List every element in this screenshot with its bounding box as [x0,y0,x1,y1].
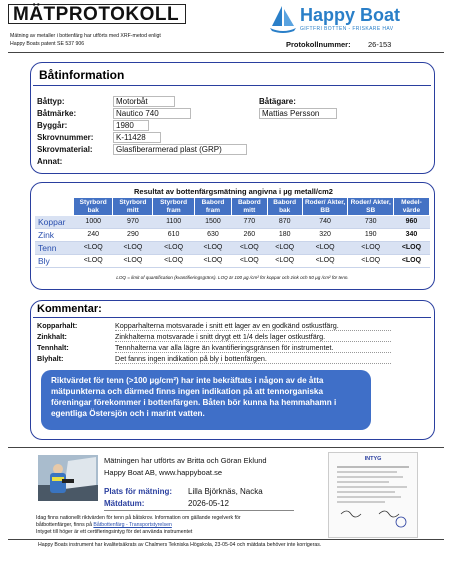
table-row [35,216,430,229]
column-header: Styrbord mitt [113,198,153,216]
table-row [35,241,430,254]
method-line: Mätning av metaller i bottenfärg har utförts med XRF-metod enligt [10,33,161,39]
tin-assessment-box: Riktvärdet för tenn (>100 µg/cm²) har inte bekräftats i någon av de åtta mätpunkterna och därmed finns ingen indikation på att tennorganiska föreningar förekommer i bottenfärgen. Båten bör kunna ha hemmahamn i egentliga Östersjön och i marint vatten. [41,370,371,430]
table-cell: 870 [267,216,302,229]
regulation-note-1: Idag finns nationellt riktvärden för tenn på båtskrov. Information om gällande regelverk för [36,515,241,521]
zinc-comment: Zinkhalterna motsvarade i snitt drygt ett 1/4 dels lager ostkustfärg. [115,332,391,342]
other-label: Annat: [37,157,63,166]
table-cell: 610 [153,228,195,241]
loq-footnote: LOQ = limit of quantification (kvantifieringsgräns). LOQ är 100 µg /cm² för koppar och zink och 50 µg /cm² för tenn. [116,275,349,280]
table-cell: <LOQ [194,241,231,254]
table-cell: 770 [232,216,268,229]
table-cell: 740 [302,216,348,229]
results-header-row [35,198,430,216]
table-cell: 1500 [194,216,231,229]
copper-label: Kopparhalt: [37,321,78,330]
protocol-number-value: 26-153 [368,40,392,49]
certificate-image [328,452,418,538]
measurement-photo [38,455,98,501]
table-cell: 1000 [74,216,113,229]
table-cell: <LOQ [302,254,348,267]
happy-boat-logo [266,2,446,38]
table-cell: 240 [74,228,113,241]
table-cell: <LOQ [267,241,302,254]
hull-material-label: Skrovmaterial: [37,145,93,154]
mean-cell: 960 [393,216,429,229]
certificate-note: Intyget till höger är ett certifieringsintyg för det använda instrumentet [36,529,193,535]
hull-number-value: K-11428 [113,132,161,143]
column-header: Styrbord bak [74,198,113,216]
column-header: Babord bak [267,198,302,216]
place-label: Plats för mätning: [104,487,173,496]
performed-by: Mätningen har utförts av Britta och Göran Eklund [104,456,267,465]
mean-cell: <LOQ [393,254,429,267]
date-value: 2026-05-12 [188,499,229,508]
row-label: Zink [35,228,74,241]
tin-label: Tennhalt: [37,343,69,352]
logo-text: Happy Boat [300,5,401,25]
table-cell: 290 [113,228,153,241]
row-label: Koppar [35,216,74,229]
tin-comment: Tennhalterna var alla lägre än kvantifieringsgränsen för instrumentet. [115,343,391,353]
boat-owner-value: Mattias Persson [259,108,337,119]
certificate-content-graphic [329,462,417,532]
patent-line: Happy Boats patent SE 537 906 [10,41,85,47]
table-cell: 630 [194,228,231,241]
hull-number-label: Skrovnummer: [37,133,94,142]
table-cell: 260 [232,228,268,241]
boat-info-section [30,62,435,174]
table-cell: <LOQ [153,254,195,267]
regulation-note-2-text: båtbottenfärger, finns på [36,522,94,528]
column-header: Roder/ Akter, SB [348,198,393,216]
row-label: Bly [35,254,74,267]
logo-tagline: GIFTFRI BOTTEN - FRISKARE HAV [300,26,394,32]
calibration-note: Happy Boats instrument har kvalitetsäkrats av Chalmers Tekniska Högskola, 23-05-04 och mätdata behöver inte korrigeras. [38,542,322,548]
table-cell: <LOQ [194,254,231,267]
table-cell: <LOQ [267,254,302,267]
person-measuring-image [38,455,98,501]
table-cell: <LOQ [232,254,268,267]
company-name: Happy Boat AB, www.happyboat.se [104,468,222,477]
column-header: Babord fram [194,198,231,216]
table-cell: 190 [348,228,393,241]
mean-cell: 340 [393,228,429,241]
hull-material-value: Glasfiberarmerad plast (GRP) [113,144,247,155]
bottom-divider [8,539,444,540]
regulation-note-2 [36,522,316,529]
boat-brand-label: Båtmärke: [37,109,77,118]
table-cell: <LOQ [302,241,348,254]
table-cell: <LOQ [113,254,153,267]
boat-info-heading: Båtinformation [39,68,125,82]
row-label: Tenn [35,241,74,254]
lead-label: Blyhalt: [37,354,64,363]
results-heading: Resultat av bottenfärgsmätning angivna i µg metall/cm2 [134,187,333,196]
comments-section [30,300,435,440]
table-row [35,254,430,267]
boat-owner-label: Båtägare: [259,97,296,106]
boat-type-label: Båttyp: [37,97,65,106]
table-cell: <LOQ [348,241,393,254]
column-header: Medel-värde [393,198,429,216]
table-cell: <LOQ [74,254,113,267]
mean-cell: <LOQ [393,241,429,254]
footer-divider [8,447,444,448]
place-value: Lilla Björknäs, Nacka [188,487,263,496]
table-row [35,228,430,241]
transportstyrelsen-link[interactable]: Båtbottenfärg - Transportstyrelsen [93,522,172,528]
table-cell: 320 [302,228,348,241]
certificate-title: INTYG [364,456,382,462]
table-cell: <LOQ [348,254,393,267]
table-cell: <LOQ [153,241,195,254]
boat-type-value: Motorbåt [113,96,175,107]
table-cell: 180 [267,228,302,241]
table-cell: <LOQ [74,241,113,254]
comments-heading: Kommentar: [37,303,102,315]
table-cell: 730 [348,216,393,229]
zinc-label: Zinkhalt: [37,332,67,341]
table-cell: <LOQ [232,241,268,254]
boat-year-label: Byggår: [37,121,68,130]
protocol-number-label: Protokollnummer: [286,40,351,49]
boat-brand-value: Nautico 740 [113,108,191,119]
table-cell: <LOQ [113,241,153,254]
column-header: Styrbord fram [153,198,195,216]
comments-divider [33,317,431,318]
boat-info-divider [33,85,431,86]
results-section [30,182,435,290]
sailboat-icon [268,4,298,34]
lead-comment: Det fanns ingen indikation på bly i bottenfärgen. [115,354,391,364]
header-divider [8,52,444,53]
table-cell: 970 [113,216,153,229]
column-header: Roder/ Akter, BB [302,198,348,216]
date-divider [104,510,294,511]
copper-comment: Kopparhalterna motsvarade i snitt ett lager av en godkänd ostkustfärg. [115,321,391,331]
date-label: Mätdatum: [104,499,145,508]
results-table [35,197,430,268]
column-header: Babord mitt [232,198,268,216]
boat-year-value: 1980 [113,120,149,131]
page-title: MÄTPROTOKOLL [8,4,186,24]
corner-cell [35,198,74,216]
table-cell: 1100 [153,216,195,229]
